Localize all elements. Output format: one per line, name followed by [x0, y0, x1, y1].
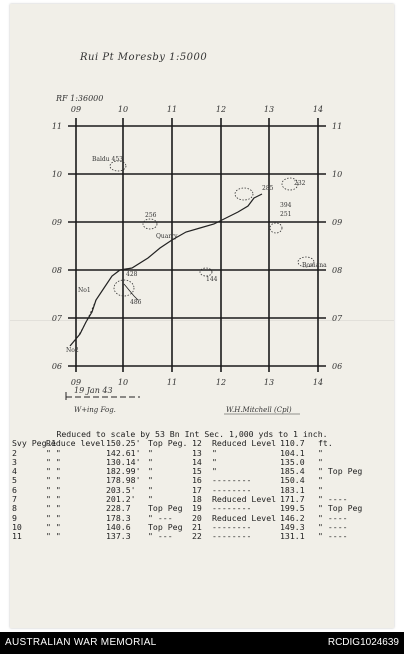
grid-tick-label: 07: [332, 314, 343, 323]
table-cell: 10: [12, 521, 22, 532]
survey-table: [12, 430, 372, 542]
table-cell: 146.2: [280, 512, 305, 523]
table-cell: 203.5': [106, 484, 136, 495]
table-cell: 185.4: [280, 466, 305, 477]
grid-tick-label: 13: [263, 105, 275, 114]
table-cell: Reduced Level: [212, 494, 277, 505]
table-cell: 104.1: [280, 447, 305, 458]
table-cell: 110.7: [280, 438, 305, 449]
grid-y-labels-left: [52, 122, 63, 371]
grid-tick-label: 06: [51, 362, 62, 371]
table-cell: 182.99': [106, 466, 141, 477]
table-cell: ": [212, 447, 217, 458]
table-cell: 171.7: [280, 494, 305, 505]
table-cell: " ----: [318, 512, 348, 523]
grid-tick-label: 13: [263, 378, 275, 387]
table-cell: 183.1: [280, 484, 305, 495]
grid-tick-label: 11: [166, 378, 178, 387]
table-cell: 137.3: [106, 531, 131, 542]
grid-tick-label: 10: [51, 170, 62, 179]
spot-height-label: 486: [130, 299, 142, 306]
grid-tick-label: 08: [51, 266, 62, 275]
spot-height-label: 285: [262, 185, 274, 192]
table-cell: " ": [46, 447, 61, 458]
spur-line: [124, 284, 138, 300]
grid-tick-label: 08: [332, 266, 343, 275]
table-cell: ": [318, 484, 323, 495]
table-cell: 16: [192, 475, 202, 486]
signature: W.H.Mitchell (Cpl): [226, 406, 292, 414]
table-cell: ": [318, 447, 323, 458]
table-cell: 9: [12, 512, 17, 523]
table-cell: Reduce level: [46, 438, 106, 449]
grid-tick-label: 10: [117, 105, 129, 114]
table-cell: 150.25': [106, 438, 141, 449]
table-cell: Top Peg: [148, 521, 183, 532]
table-cell: 5: [12, 475, 17, 486]
grid-x-labels-top: [71, 105, 323, 114]
table-cell: Svy Peg.1: [12, 438, 57, 449]
table-cell: ": [148, 475, 153, 486]
table-cell: ": [148, 484, 153, 495]
table-cell: 11: [12, 531, 22, 542]
table-cell: " ": [46, 466, 61, 477]
table-rows: [12, 439, 372, 541]
table-cell: " ": [46, 456, 61, 467]
grid-tick-label: 12: [215, 105, 227, 114]
table-cell: 131.1: [280, 531, 305, 542]
table-cell: " ": [46, 494, 61, 505]
table-cell: --------: [212, 521, 252, 532]
grid-tick-label: 09: [70, 378, 82, 387]
grid-y-labels-right: [332, 122, 343, 371]
table-cell: 21: [192, 521, 202, 532]
table-cell: 142.61': [106, 447, 141, 458]
table-cell: 201.2': [106, 494, 136, 505]
table-cell: --------: [212, 475, 252, 486]
table-cell: Reduced Level: [212, 438, 277, 449]
table-cell: " ----: [318, 531, 348, 542]
table-cell: ": [148, 456, 153, 467]
table-cell: 8: [12, 503, 17, 514]
footer-institution: AUSTRALIAN WAR MEMORIAL: [5, 637, 157, 648]
table-cell: 178.3: [106, 512, 131, 523]
table-cell: " ----: [318, 521, 348, 532]
table-cell: Top Peg.: [148, 438, 188, 449]
table-cell: " ----: [318, 494, 348, 505]
grid-tick-label: 12: [215, 378, 227, 387]
spot-height-label: 251: [280, 211, 292, 218]
grid-tick-label: 11: [332, 122, 343, 131]
track-line: [76, 300, 96, 340]
table-cell: ": [212, 456, 217, 467]
table-cell: ft.: [318, 438, 333, 449]
grid-tick-label: 07: [51, 314, 62, 323]
table-cell: " ": [46, 512, 61, 523]
grid-tick-label: 11: [51, 122, 62, 131]
table-cell: " Top Peg: [318, 466, 363, 477]
spot-height-label: 428: [126, 271, 138, 278]
spot-height-label: 232: [294, 180, 306, 187]
table-row: [12, 532, 372, 541]
table-cell: 17: [192, 484, 202, 495]
footer-record-id: RCDIG1024639: [327, 637, 399, 648]
spot-height-label: 144: [206, 276, 218, 283]
table-cell: ": [148, 466, 153, 477]
footer-bar: [0, 632, 404, 654]
table-cell: 4: [12, 466, 17, 477]
table-cell: 6: [12, 484, 17, 495]
table-cell: 15: [192, 466, 202, 477]
table-heading: Reduced to scale by 53 Bn Int Sec. 1,000 yds to 1 inch.: [56, 429, 328, 439]
table-cell: 22: [192, 531, 202, 542]
table-cell: 18: [192, 494, 202, 505]
table-cell: 19: [192, 503, 202, 514]
spot-height-label: Quarry: [156, 233, 178, 240]
table-cell: " ---: [148, 512, 173, 523]
map-annotation: W+ing Fog.: [74, 406, 116, 414]
table-cell: --------: [212, 531, 252, 542]
table-cell: " Top Peg: [318, 503, 363, 514]
table-cell: 178.98': [106, 475, 141, 486]
table-cell: 135.0: [280, 456, 305, 467]
grid-tick-label: 14: [312, 105, 324, 114]
table-cell: 150.4: [280, 475, 305, 486]
spot-height-label: Bomana: [302, 262, 327, 269]
table-cell: --------: [212, 503, 252, 514]
table-cell: ": [212, 466, 217, 477]
grid-tick-label: 06: [332, 362, 343, 371]
table-cell: " ": [46, 503, 61, 514]
table-cell: 3: [12, 456, 17, 467]
grid-tick-label: 14: [312, 378, 324, 387]
table-cell: 140.6: [106, 521, 131, 532]
table-cell: " ": [46, 484, 61, 495]
table-cell: 149.3: [280, 521, 305, 532]
table-cell: ": [148, 494, 153, 505]
table-cell: 14: [192, 456, 202, 467]
spot-height-label: 256: [145, 212, 157, 219]
table-cell: ": [148, 447, 153, 458]
table-cell: 199.5: [280, 503, 305, 514]
grid-tick-label: 10: [117, 378, 129, 387]
table-cell: 20: [192, 512, 202, 523]
grid-tick-label: 11: [166, 105, 178, 114]
table-cell: 13: [192, 447, 202, 458]
grid-tick-label: 10: [332, 170, 343, 179]
table-cell: ": [318, 456, 323, 467]
grid-tick-label: 09: [70, 105, 82, 114]
map-title: Rui Pt Moresby 1:5000: [80, 52, 208, 63]
table-cell: 7: [12, 494, 17, 505]
table-cell: Reduced Level: [212, 512, 277, 523]
table-cell: 130.14': [106, 456, 141, 467]
spot-height-label: No2: [66, 347, 79, 354]
grid-tick-label: 09: [51, 218, 62, 227]
map-ref: RF 1:36000: [56, 94, 104, 103]
table-cell: " ---: [148, 531, 173, 542]
spot-height-label: Baldu 453: [92, 156, 123, 163]
table-cell: " ": [46, 521, 61, 532]
spot-height-label: No1: [78, 287, 91, 294]
table-cell: 2: [12, 447, 17, 458]
table-cell: Top Peg: [148, 503, 183, 514]
table-cell: " ": [46, 531, 61, 542]
grid-tick-label: 09: [332, 218, 343, 227]
table-cell: 12: [192, 438, 202, 449]
table-cell: --------: [212, 484, 252, 495]
table-cell: " ": [46, 475, 61, 486]
table-cell: 228.7: [106, 503, 131, 514]
map-date: 19 Jan 43: [74, 386, 113, 395]
spot-height-label: 394: [280, 202, 292, 209]
table-cell: ": [318, 475, 323, 486]
